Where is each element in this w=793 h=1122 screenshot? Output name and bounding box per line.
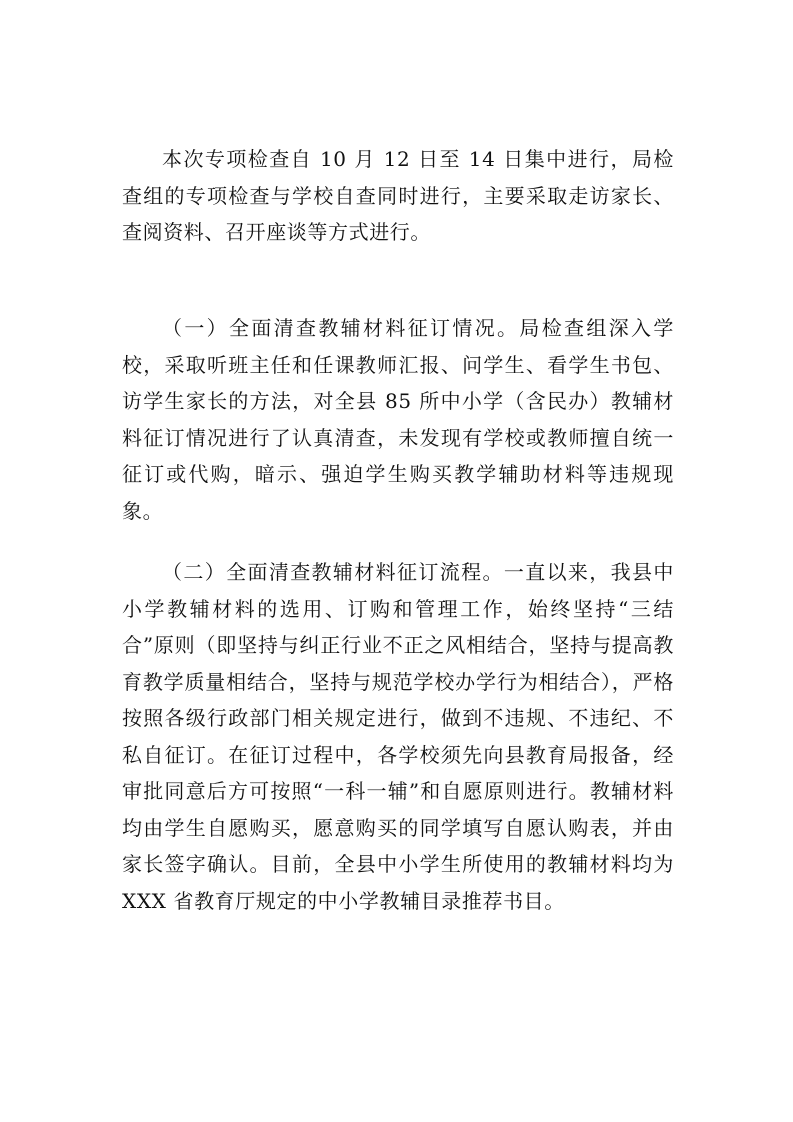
paragraph-subscription-process: （二）全面清查教辅材料征订流程。一直以来，我县中小学教辅材料的选用、订购和管理工作，始终坚持“三结合”原则（即坚持与纠正行业不正之风相结合，坚持与提高教育教学质量相结合，坚持与规范学校办学行为相结合），严格按照各级行政部门相关规定进行，做到不违规、不违纪、不私自征订。在征订过程中，各学校须先向县教育局报备，经审批同意后方可按照“一科一辅”和自愿原则进行。教辅材料均由学生自愿购买，愿意购买的同学填写自愿认购表，并由家长签字确认。目前，全县中小学生所使用的教辅材料均为 XXX 省教育厅规定的中小学教辅目录推荐书目。 <box>122 560 674 913</box>
paragraph-inspection-schedule: 本次专项检查自 10 月 12 日至 14 日集中进行，局检查组的专项检查与学校自查同时进行，主要采取走访家长、查阅资料、召开座谈等方式进行。 <box>122 147 674 244</box>
paragraph-subscription-status: （一）全面清查教辅材料征订情况。局检查组深入学校，采取听班主任和任课教师汇报、问学生、看学生书包、访学生家长的方法，对全县 85 所中小学（含民办）教辅材料征订情况进行了认真清查，未发现有学校或教师擅自统一征订或代购，暗示、强迫学生购买教学辅助材料等违规现象。 <box>122 316 674 523</box>
